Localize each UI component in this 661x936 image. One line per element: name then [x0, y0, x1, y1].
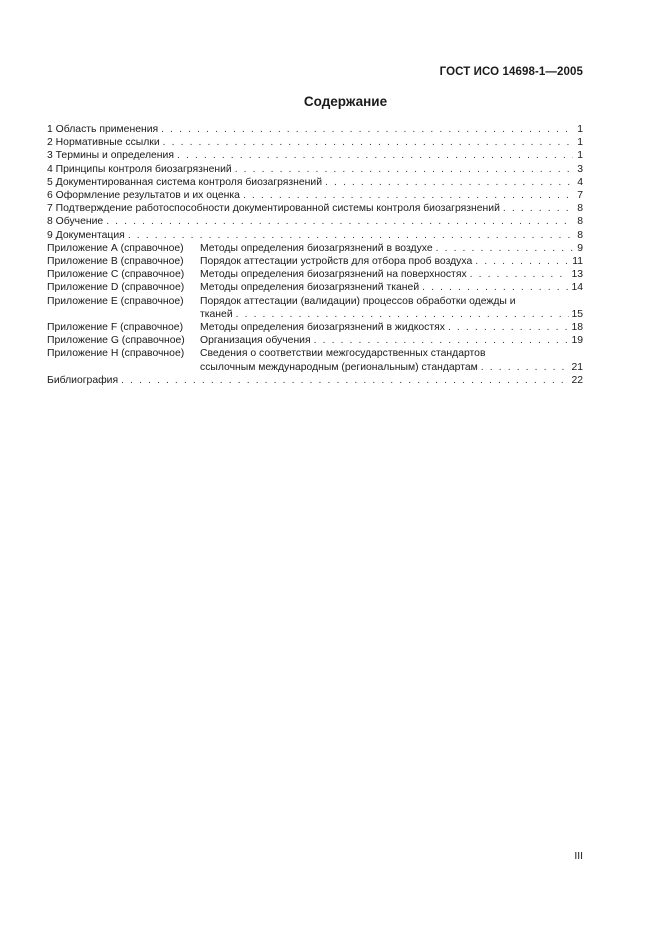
toc-entry — [47, 229, 583, 242]
toc-entry — [47, 242, 583, 255]
toc-leader-dots — [106, 215, 573, 228]
toc-entry-page: 19 — [571, 335, 583, 347]
toc-entry-text — [47, 374, 118, 387]
toc-leader-dots — [235, 163, 573, 176]
toc-entry-title: 6 Оформление результатов и их оценка — [47, 190, 240, 202]
toc-entry-page: 22 — [571, 374, 583, 386]
toc-leader-dots — [448, 321, 569, 334]
document-code: ГОСТ ИСО 14698-1—2005 — [439, 66, 583, 78]
toc-entry — [47, 176, 583, 189]
table-of-contents — [47, 123, 583, 387]
toc-entry-title: Сведения о соответствии межгосударственных стандартов — [200, 348, 486, 360]
toc-entry-annex-label: Приложение D (справочное) — [47, 282, 185, 294]
toc-entry-page: 1 — [577, 137, 583, 149]
toc-leader-dots — [503, 202, 573, 215]
toc-entry-page: 13 — [571, 269, 583, 281]
toc-leader-dots — [325, 176, 573, 189]
toc-entry-title: Порядок аттестации устройств для отбора проб воздуха — [200, 256, 473, 268]
toc-entry-page: 11 — [572, 256, 583, 268]
toc-entry — [47, 295, 583, 308]
toc-entry-page: 8 — [577, 203, 583, 215]
toc-leader-dots — [475, 255, 570, 268]
toc-entry-title: Библиография — [47, 374, 119, 386]
toc-leader-dots — [177, 149, 573, 162]
toc-entry-text — [47, 242, 433, 255]
toc-entry-title: 8 Обучение — [47, 216, 104, 228]
toc-entry-title: 1 Область применения — [47, 124, 159, 135]
toc-entry-text — [47, 361, 478, 374]
toc-entry-annex-label: Приложение С (справочное) — [47, 269, 185, 281]
toc-entry — [47, 215, 583, 228]
toc-entry-page: 14 — [571, 282, 583, 294]
toc-leader-dots — [481, 361, 570, 374]
toc-entry-annex-label: Приложение В (справочное) — [47, 256, 184, 268]
toc-entry-text — [47, 163, 232, 176]
toc-entry-title: Методы определения биозагрязнений в воздухе — [200, 242, 433, 254]
toc-entry — [47, 136, 583, 149]
toc-entry — [47, 281, 583, 294]
toc-entry-title: 9 Документация — [47, 229, 125, 241]
toc-entry-page: 8 — [577, 216, 583, 228]
toc-entry-title: Методы определения биозагрязнений на поверхностях — [200, 269, 467, 281]
toc-entry — [47, 334, 583, 347]
page-number: III — [574, 851, 583, 862]
toc-entry-text — [47, 123, 158, 136]
toc-leader-dots — [121, 374, 569, 387]
toc-entry-annex-label: Приложение Е (справочное) — [47, 295, 184, 307]
toc-entry-text — [47, 281, 419, 294]
toc-entry-text — [47, 215, 103, 228]
toc-entry-title: 7 Подтверждение работоспособности документированной системы контроля биозагрязнений — [47, 203, 500, 215]
toc-entry — [47, 374, 583, 387]
toc-entry — [47, 268, 583, 281]
toc-entry-text — [47, 268, 467, 281]
toc-entry-text — [47, 229, 125, 242]
toc-entry-annex-label: Приложение А (справочное) — [47, 242, 184, 254]
toc-entry-text — [47, 255, 472, 268]
toc-entry-title: 5 Документированная система контроля биозагрязнений — [47, 176, 323, 188]
toc-entry — [47, 255, 583, 268]
toc-entry-page: 21 — [571, 361, 583, 373]
toc-entry-text — [47, 202, 500, 215]
toc-entry-page: 15 — [571, 308, 583, 320]
toc-entry — [47, 163, 583, 176]
toc-entry-title: 4 Принципы контроля биозагрязнений — [47, 163, 232, 175]
toc-entry-title: 3 Термины и определения — [47, 150, 174, 162]
toc-leader-dots — [243, 189, 573, 202]
toc-entry-page: 1 — [577, 150, 583, 162]
toc-leader-dots — [436, 242, 573, 255]
toc-entry-annex-label: Приложение G (справочное) — [47, 335, 185, 347]
toc-entry-title: Организация обучения — [200, 335, 311, 347]
toc-entry-title: Методы определения биозагрязнений в жидкостях — [200, 322, 445, 334]
toc-entry-text — [47, 334, 311, 347]
toc-entry-text — [47, 321, 445, 334]
toc-entry-text — [47, 347, 485, 360]
toc-entry-text — [47, 149, 174, 162]
toc-entry-text — [47, 136, 160, 149]
toc-leader-dots — [236, 308, 570, 321]
toc-leader-dots — [161, 123, 573, 136]
toc-entry-text — [47, 308, 233, 321]
toc-entry — [47, 149, 583, 162]
toc-entry-title: ссылочным международным (региональным) стандартам — [200, 361, 478, 373]
toc-entry — [47, 308, 583, 321]
toc-entry — [47, 189, 583, 202]
toc-entry-text — [47, 176, 322, 189]
toc-entry-title: тканей — [200, 308, 233, 320]
toc-entry — [47, 361, 583, 374]
toc-entry-page: 3 — [577, 163, 583, 175]
toc-entry-page: 4 — [577, 176, 583, 188]
toc-entry-text — [47, 189, 240, 202]
toc-entry-annex-label: Приложение F (справочное) — [47, 322, 184, 334]
toc-leader-dots — [422, 281, 569, 294]
toc-entry — [47, 321, 583, 334]
toc-entry-title: Методы определения биозагрязнений тканей — [200, 282, 420, 294]
toc-entry-title: 2 Нормативные ссылки — [47, 137, 160, 149]
toc-entry-page: 8 — [577, 229, 583, 241]
page-title: Содержание — [303, 94, 388, 109]
toc-entry-text — [47, 295, 516, 308]
toc-entry — [47, 202, 583, 215]
toc-entry-title: Порядок аттестации (валидации) процессов обработки одежды и — [200, 295, 516, 307]
toc-entry — [47, 347, 583, 360]
toc-entry-annex-label: Приложение Н (справочное) — [47, 348, 185, 360]
toc-leader-dots — [470, 268, 570, 281]
toc-entry-page: 18 — [571, 322, 583, 334]
toc-leader-dots — [128, 229, 573, 242]
toc-entry-page: 1 — [577, 124, 583, 135]
toc-entry — [47, 123, 583, 136]
toc-leader-dots — [314, 334, 570, 347]
toc-entry-page: 9 — [577, 242, 583, 254]
toc-entry-page: 7 — [577, 190, 583, 202]
toc-leader-dots — [163, 136, 573, 149]
